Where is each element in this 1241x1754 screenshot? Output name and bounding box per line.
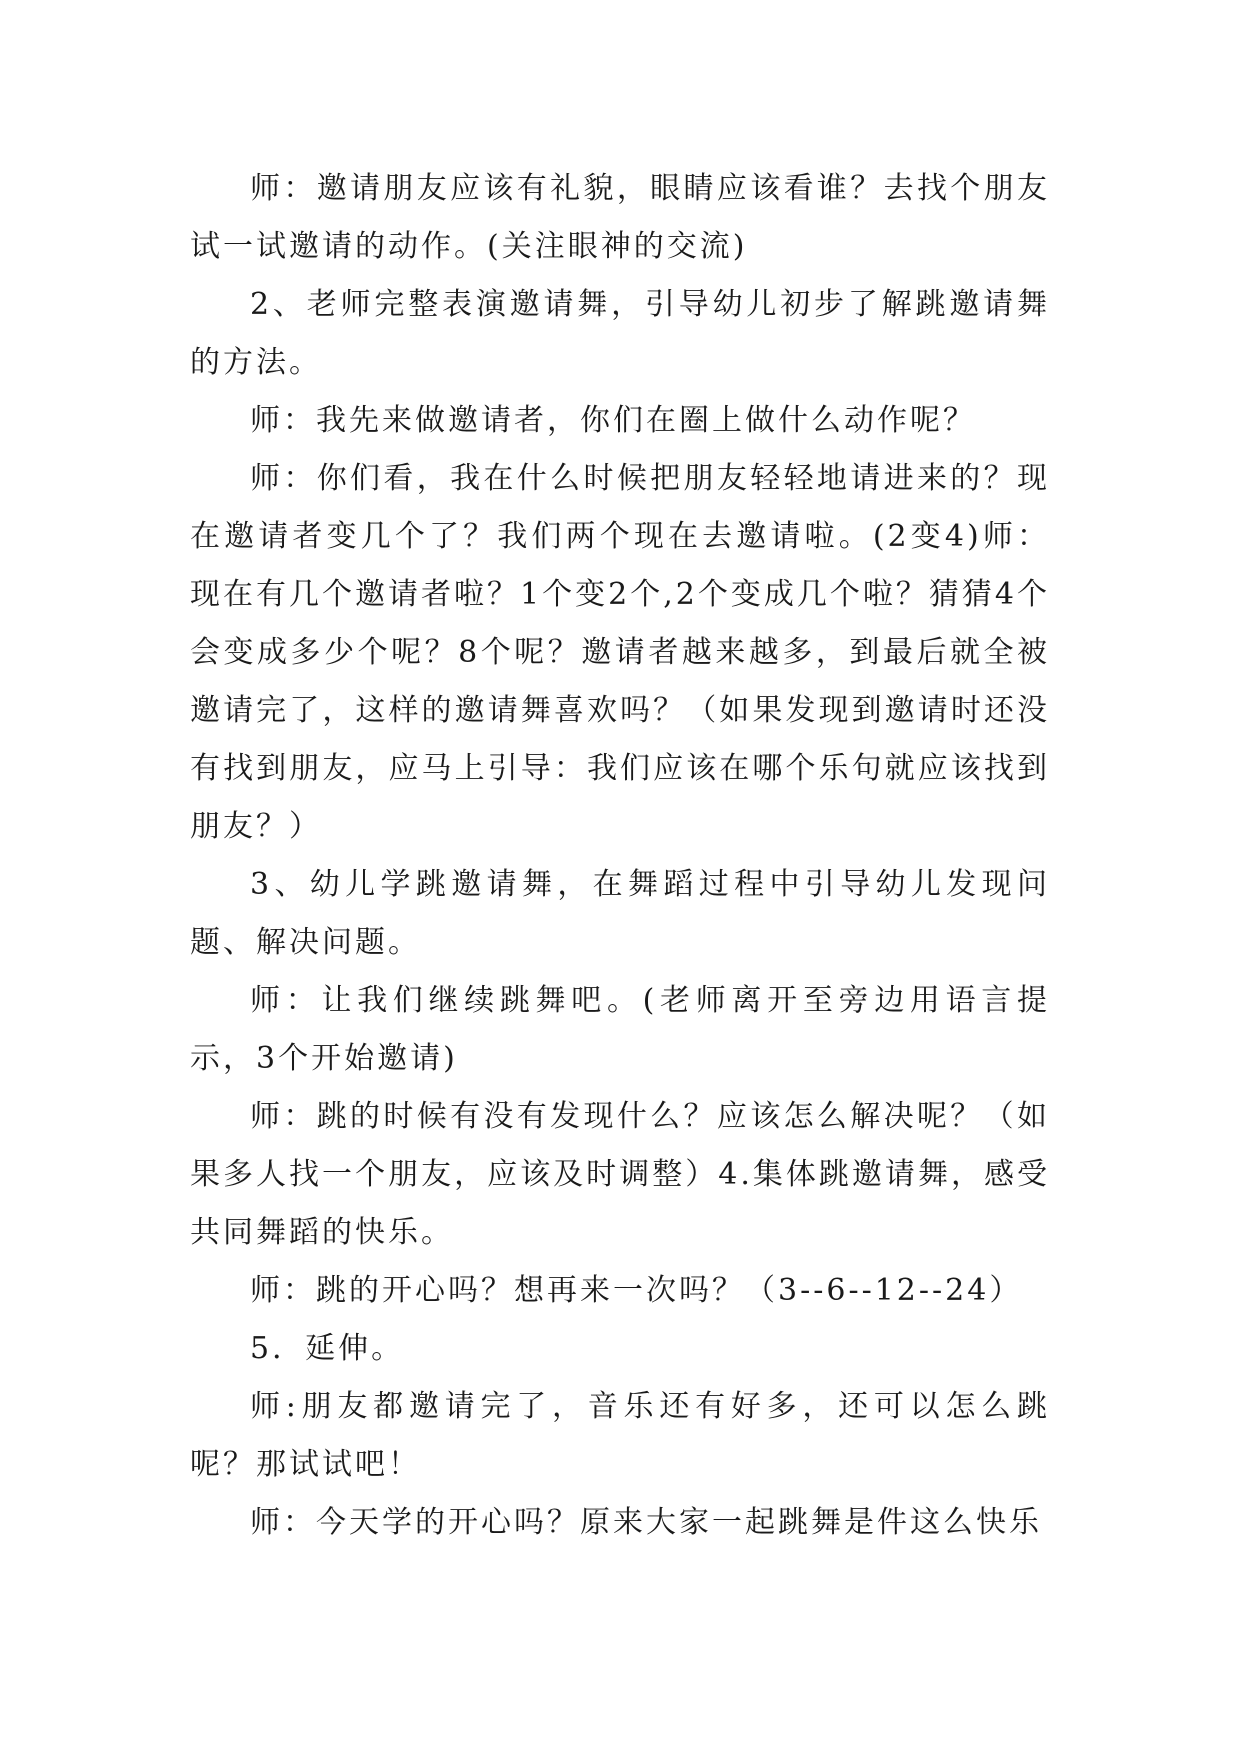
paragraph-try-other-ways: 师:朋友都邀请完了，音乐还有好多，还可以怎么跳呢？那试试吧！: [190, 1389, 1050, 1482]
paragraph-dance-again: 师：跳的开心吗？想再来一次吗？（3--6--12--24）: [250, 1273, 1023, 1308]
paragraph-step-3-children-learn: 3、幼儿学跳邀请舞，在舞蹈过程中引导幼儿发现问题、解决问题。: [190, 867, 1050, 960]
paragraph-teacher-inviter-grows: 师：你们看，我在什么时候把朋友轻轻地请进来的？现在邀请者变几个了？我们两个现在去邀请啦。(2变4)师：现在有几个邀请者啦？1个变2个,2个变成几个啦？猜猜4个会变成多少个呢？8个呢？邀请者越来越多，到最后就全被邀请完了，这样的邀请舞喜欢吗？（如果发现到邀请时还没有找到朋友，应马上引导：我们应该在哪个乐句就应该找到朋友？）: [190, 461, 1050, 844]
paragraph-invite-eye-contact: 师：邀请朋友应该有礼貌，眼睛应该看谁？去找个朋友试一试邀请的动作。(关注眼神的交流): [190, 171, 1050, 264]
paragraph-closing: 师：今天学的开心吗？原来大家一起跳舞是件这么快乐: [250, 1505, 1042, 1540]
paragraph-find-problem: 师：跳的时候有没有发现什么？应该怎么解决呢？（如果多人找一个朋友，应该及时调整）4.集体跳邀请舞，感受共同舞蹈的快乐。: [190, 1099, 1050, 1250]
paragraph-step-5-extension: 5．延伸。: [250, 1331, 405, 1366]
paragraph-teacher-inviter: 师：我先来做邀请者，你们在圈上做什么动作呢？: [250, 403, 976, 438]
document-body: [190, 160, 1050, 1552]
paragraph-step-2-teacher-demo: 2、老师完整表演邀请舞，引导幼儿初步了解跳邀请舞的方法。: [190, 287, 1050, 380]
paragraph-continue-dance: 师：让我们继续跳舞吧。(老师离开至旁边用语言提示，3个开始邀请): [190, 983, 1050, 1076]
